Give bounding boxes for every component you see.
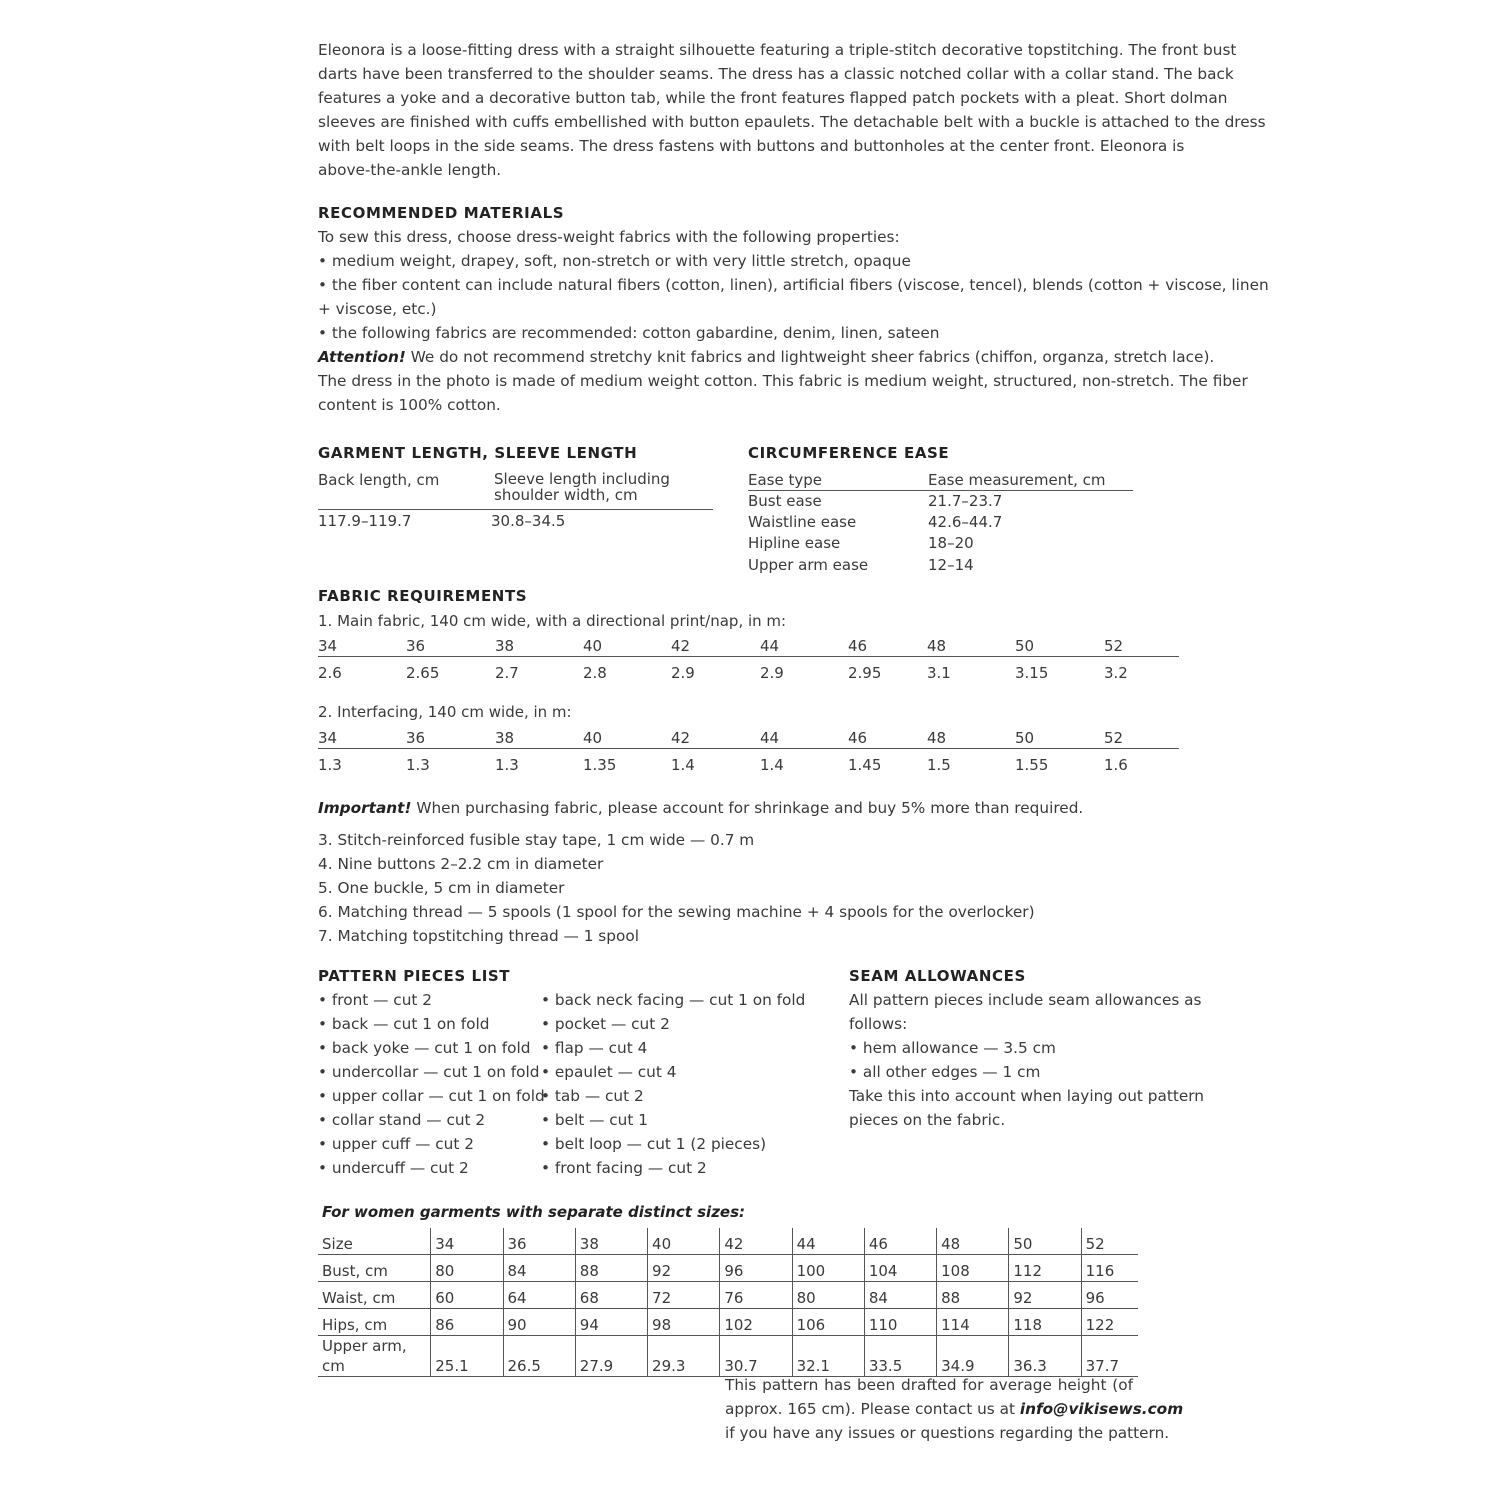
size-label: 42	[671, 637, 691, 655]
piece-item: • front facing — cut 2	[541, 1159, 707, 1177]
table-cell: 100	[792, 1255, 864, 1282]
table-cell: 34.9	[937, 1336, 1009, 1377]
piece-item: • undercuff — cut 2	[318, 1159, 469, 1177]
fabric-heading: FABRIC REQUIREMENTS	[318, 587, 528, 605]
important-note	[318, 796, 1083, 820]
main-fabric-label: 1. Main fabric, 140 cm wide, with a directional print/nap, in m:	[318, 612, 787, 630]
piece-item: • pocket — cut 2	[541, 1015, 670, 1033]
important-text: When purchasing fabric, please account for shrinkage and buy 5% more than required.	[411, 799, 1084, 817]
piece-item: • back — cut 1 on fold	[318, 1015, 490, 1033]
size-label: 52	[1104, 729, 1124, 747]
pieces-col2	[541, 988, 805, 1180]
materials-section	[318, 225, 1269, 417]
sleeve-length-header-line: shoulder width, cm	[494, 486, 638, 504]
piece-item: • undercollar — cut 1 on fold	[318, 1063, 540, 1081]
seams-line: • all other edges — 1 cm	[849, 1063, 1041, 1081]
main-fabric-value: 2.6	[318, 664, 342, 682]
table-cell: 27.9	[575, 1336, 647, 1377]
piece-item: • epaulet — cut 4	[541, 1063, 677, 1081]
piece-item: • tab — cut 2	[541, 1087, 644, 1105]
size-label: 42	[671, 729, 691, 747]
table-cell: 76	[720, 1282, 792, 1309]
notion-item: 5. One buckle, 5 cm in diameter	[318, 879, 565, 897]
sleeve-length-value: 30.8–34.5	[491, 512, 566, 530]
table-row	[318, 1336, 1138, 1377]
table-row	[318, 1282, 1138, 1309]
table-cell: 29.3	[648, 1336, 720, 1377]
main-fabric-value: 2.9	[760, 664, 784, 682]
notion-item: 6. Matching thread — 5 spools (1 spool for the sewing machine + 4 spools for the overlocker)	[318, 903, 1035, 921]
size-chart-table	[318, 1228, 1138, 1377]
materials-bullet: • the fiber content can include natural fibers (cotton, linen), artificial fibers (viscose, tencel), blends (cotton + viscose, linen	[318, 276, 1269, 294]
size-label: 48	[927, 729, 947, 747]
table-cell: 84	[503, 1255, 575, 1282]
interfacing-value: 1.3	[495, 756, 519, 774]
table-cell: 44	[792, 1228, 864, 1255]
table-row	[318, 1228, 1138, 1255]
table-cell: 80	[431, 1255, 503, 1282]
table-cell: 60	[431, 1282, 503, 1309]
description-line: darts have been transferred to the shoulder seams. The dress has a classic notched collar with a collar stand. The back	[318, 65, 1234, 83]
sleeve-length-header	[494, 471, 670, 503]
interfacing-value: 1.4	[671, 756, 695, 774]
ease-type: Hipline ease	[748, 534, 841, 552]
interfacing-value: 1.3	[318, 756, 342, 774]
footer-contact-text: approx. 165 cm). Please contact us at	[725, 1400, 1020, 1418]
ease-type: Waistline ease	[748, 513, 857, 531]
table-cell: 118	[1009, 1309, 1081, 1336]
seams-line: All pattern pieces include seam allowances as	[849, 991, 1202, 1009]
contact-email-link[interactable]: info@vikisews.com	[1019, 1400, 1184, 1418]
materials-bullet: + viscose, etc.)	[318, 300, 437, 318]
size-label: 44	[760, 637, 780, 655]
ease-type: Upper arm ease	[748, 556, 869, 574]
table-cell: 36.3	[1009, 1336, 1081, 1377]
piece-item: • upper cuff — cut 2	[318, 1135, 474, 1153]
ease-type: Bust ease	[748, 492, 822, 510]
table-cell: 98	[648, 1309, 720, 1336]
table-cell: 106	[792, 1309, 864, 1336]
table-cell: 92	[1009, 1282, 1081, 1309]
materials-heading: RECOMMENDED MATERIALS	[318, 204, 565, 222]
ease-value: 12–14	[928, 556, 974, 574]
ease-heading: CIRCUMFERENCE EASE	[748, 444, 950, 462]
interfacing-value: 1.45	[848, 756, 882, 774]
table-cell: 92	[648, 1255, 720, 1282]
size-label: 38	[495, 637, 515, 655]
size-label: 50	[1015, 637, 1035, 655]
ease-rule	[748, 490, 1133, 491]
main-fabric-value: 2.8	[583, 664, 607, 682]
main-fabric-value: 2.7	[495, 664, 519, 682]
table-cell: 96	[720, 1255, 792, 1282]
photo-fabric-note: content is 100% cotton.	[318, 396, 501, 414]
materials-bullet: • the following fabrics are recommended: cotton gabardine, denim, linen, sateen	[318, 324, 940, 342]
size-label: 36	[406, 729, 426, 747]
table-cell: 88	[937, 1282, 1009, 1309]
table-cell: 25.1	[431, 1336, 503, 1377]
row-label: Waist, cm	[318, 1282, 431, 1309]
size-chart-title: For women garments with separate distinct sizes:	[322, 1203, 746, 1221]
seams-heading: SEAM ALLOWANCES	[849, 967, 1026, 985]
size-label: 50	[1015, 729, 1035, 747]
ease-value: 42.6–44.7	[928, 513, 1003, 531]
piece-item: • flap — cut 4	[541, 1039, 648, 1057]
attention-note	[318, 345, 1215, 369]
description-line: above-the-ankle length.	[318, 161, 502, 179]
main-fabric-value: 3.15	[1015, 664, 1049, 682]
table-cell: 26.5	[503, 1336, 575, 1377]
main-fabric-value: 3.1	[927, 664, 951, 682]
seams-line: • hem allowance — 3.5 cm	[849, 1039, 1056, 1057]
materials-bullet: • medium weight, drapey, soft, non-stretch or with very little stretch, opaque	[318, 252, 911, 270]
description	[318, 38, 1266, 182]
footer-line: if you have any issues or questions regarding the pattern.	[725, 1424, 1170, 1442]
pieces-col1	[318, 988, 545, 1180]
interfacing-value: 1.3	[406, 756, 430, 774]
piece-item: • front — cut 2	[318, 991, 432, 1009]
piece-item: • back yoke — cut 1 on fold	[318, 1039, 531, 1057]
row-label: Hips, cm	[318, 1309, 431, 1336]
seams-line: Take this into account when laying out pattern	[849, 1087, 1205, 1105]
table-cell: 84	[864, 1282, 936, 1309]
notion-item: 7. Matching topstitching thread — 1 spool	[318, 927, 639, 945]
interfacing-rule	[318, 748, 1179, 749]
table-cell: 50	[1009, 1228, 1081, 1255]
table-cell: 32.1	[792, 1336, 864, 1377]
piece-item: • belt loop — cut 1 (2 pieces)	[541, 1135, 767, 1153]
photo-fabric-note: The dress in the photo is made of medium weight cotton. This fabric is medium weight, structured, non-stretch. The fiber	[318, 372, 1248, 390]
main-fabric-value: 2.65	[406, 664, 440, 682]
table-cell: 40	[648, 1228, 720, 1255]
table-cell: 102	[720, 1309, 792, 1336]
important-label: Important!	[318, 799, 412, 817]
table-cell: 112	[1009, 1255, 1081, 1282]
table-cell: 33.5	[864, 1336, 936, 1377]
footer-line	[725, 1397, 1184, 1421]
table-cell: 86	[431, 1309, 503, 1336]
table-cell: 46	[864, 1228, 936, 1255]
table-cell: 30.7	[720, 1336, 792, 1377]
row-label: Upper arm, cm	[318, 1336, 431, 1377]
garment-length-heading: GARMENT LENGTH, SLEEVE LENGTH	[318, 444, 638, 462]
table-cell: 108	[937, 1255, 1009, 1282]
ease-value: 18–20	[928, 534, 974, 552]
piece-item: • upper collar — cut 1 on fold	[318, 1087, 545, 1105]
table-cell: 48	[937, 1228, 1009, 1255]
table-cell: 114	[937, 1309, 1009, 1336]
interfacing-value: 1.4	[760, 756, 784, 774]
ease-type-header: Ease type	[748, 471, 822, 489]
description-line: sleeves are finished with cuffs embellished with button epaulets. The detachable belt with a buckle is attached to the dress	[318, 113, 1266, 131]
main-fabric-value: 2.9	[671, 664, 695, 682]
size-label: 34	[318, 729, 338, 747]
back-length-value: 117.9–119.7	[318, 512, 412, 530]
table-cell: 36	[503, 1228, 575, 1255]
size-label: 46	[848, 637, 868, 655]
table-row	[318, 1255, 1138, 1282]
sleeve-length-header-line: Sleeve length including	[494, 470, 670, 488]
size-label: 44	[760, 729, 780, 747]
table-cell: 64	[503, 1282, 575, 1309]
table-cell: 104	[864, 1255, 936, 1282]
notions-list	[318, 828, 1035, 948]
table-cell: 110	[864, 1309, 936, 1336]
piece-item: • back neck facing — cut 1 on fold	[541, 991, 806, 1009]
materials-intro: To sew this dress, choose dress-weight fabrics with the following properties:	[318, 228, 900, 246]
table-cell: 42	[720, 1228, 792, 1255]
description-line: with belt loops in the side seams. The dress fastens with buttons and buttonholes at the center front. Eleonora is	[318, 137, 1185, 155]
piece-item: • belt — cut 1	[541, 1111, 648, 1129]
interfacing-value: 1.6	[1104, 756, 1128, 774]
description-line: features a yoke and a decorative button tab, while the front features flapped patch pockets with a pleat. Short dolman	[318, 89, 1228, 107]
pieces-heading: PATTERN PIECES LIST	[318, 967, 511, 985]
notion-item: 3. Stitch-reinforced fusible stay tape, 1 cm wide — 0.7 m	[318, 831, 755, 849]
table-cell: 88	[575, 1255, 647, 1282]
table-cell: 52	[1081, 1228, 1138, 1255]
description-line: Eleonora is a loose-fitting dress with a straight silhouette featuring a triple-stitch decorative topstitching. The front bust	[318, 41, 1237, 59]
table-cell: 122	[1081, 1309, 1138, 1336]
table-row	[318, 1309, 1138, 1336]
size-label: 36	[406, 637, 426, 655]
footer-note	[725, 1373, 1184, 1445]
size-label: 40	[583, 729, 603, 747]
row-label: Bust, cm	[318, 1255, 431, 1282]
row-label: Size	[318, 1228, 431, 1255]
garment-length-rule	[318, 509, 713, 510]
table-cell: 90	[503, 1309, 575, 1336]
size-label: 34	[318, 637, 338, 655]
size-label: 52	[1104, 637, 1124, 655]
table-cell: 94	[575, 1309, 647, 1336]
piece-item: • collar stand — cut 2	[318, 1111, 486, 1129]
footer-line: This pattern has been drafted for average height (of	[725, 1376, 1133, 1394]
seams-line: pieces on the fabric.	[849, 1111, 1006, 1129]
seams-text	[849, 988, 1204, 1132]
interfacing-label: 2. Interfacing, 140 cm wide, in m:	[318, 703, 572, 721]
ease-value: 21.7–23.7	[928, 492, 1003, 510]
interfacing-value: 1.35	[583, 756, 617, 774]
ease-measure-header: Ease measurement, cm	[928, 471, 1106, 489]
table-cell: 96	[1081, 1282, 1138, 1309]
table-cell: 72	[648, 1282, 720, 1309]
interfacing-value: 1.5	[927, 756, 951, 774]
attention-label: Attention!	[318, 348, 406, 366]
table-cell: 37.7	[1081, 1336, 1138, 1377]
table-cell: 116	[1081, 1255, 1138, 1282]
table-cell: 38	[575, 1228, 647, 1255]
main-fabric-value: 3.2	[1104, 664, 1128, 682]
seams-line: follows:	[849, 1015, 908, 1033]
size-label: 38	[495, 729, 515, 747]
interfacing-value: 1.55	[1015, 756, 1049, 774]
size-label: 46	[848, 729, 868, 747]
size-label: 40	[583, 637, 603, 655]
attention-text: We do not recommend stretchy knit fabrics and lightweight sheer fabrics (chiffon, organza, stretch lace).	[405, 348, 1215, 366]
table-cell: 80	[792, 1282, 864, 1309]
size-label: 48	[927, 637, 947, 655]
back-length-header: Back length, cm	[318, 471, 440, 489]
main-fabric-rule	[318, 656, 1179, 657]
table-cell: 68	[575, 1282, 647, 1309]
main-fabric-value: 2.95	[848, 664, 882, 682]
notion-item: 4. Nine buttons 2–2.2 cm in diameter	[318, 855, 604, 873]
table-cell: 34	[431, 1228, 503, 1255]
